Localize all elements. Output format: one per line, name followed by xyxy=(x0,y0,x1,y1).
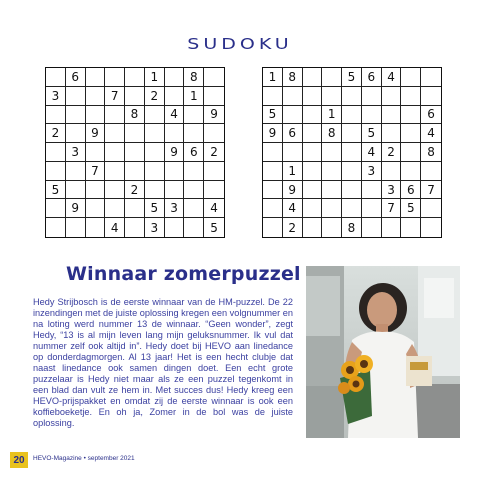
sudoku-cell xyxy=(362,218,382,237)
sudoku-cell xyxy=(401,143,421,162)
sudoku-cell: 4 xyxy=(362,143,382,162)
sudoku-cell xyxy=(263,143,283,162)
sudoku-cell xyxy=(303,199,323,218)
sudoku-cell: 1 xyxy=(263,68,283,87)
sudoku-cell xyxy=(362,181,382,200)
sudoku-cell xyxy=(105,181,125,200)
sudoku-cell: 8 xyxy=(283,68,303,87)
sudoku-cell xyxy=(46,143,66,162)
sudoku-cell xyxy=(322,181,342,200)
sudoku-cell xyxy=(66,106,86,125)
sudoku-cell xyxy=(125,68,145,87)
sudoku-cell: 2 xyxy=(125,181,145,200)
sudoku-cell xyxy=(86,106,106,125)
sudoku-cell xyxy=(46,162,66,181)
sudoku-cell xyxy=(165,162,185,181)
sudoku-cell: 5 xyxy=(362,124,382,143)
sudoku-cell xyxy=(342,199,362,218)
sudoku-cell xyxy=(322,199,342,218)
sudoku-cell: 3 xyxy=(382,181,402,200)
sudoku-cell xyxy=(66,162,86,181)
sudoku-cell xyxy=(401,87,421,106)
sudoku-cell: 2 xyxy=(145,87,165,106)
sudoku-cell xyxy=(401,68,421,87)
article-title: Winnaar zomerpuzzel xyxy=(66,263,301,285)
sudoku-cell xyxy=(46,68,66,87)
sudoku-cell: 5 xyxy=(401,199,421,218)
sudoku-cell xyxy=(263,162,283,181)
sudoku-cell: 6 xyxy=(66,68,86,87)
sudoku-cell xyxy=(263,218,283,237)
sudoku-cell: 1 xyxy=(184,87,204,106)
sudoku-cell xyxy=(342,181,362,200)
sudoku-cell xyxy=(263,181,283,200)
sudoku-cell xyxy=(303,143,323,162)
sudoku-cell xyxy=(283,106,303,125)
sudoku-cell xyxy=(184,199,204,218)
sudoku-cell xyxy=(303,124,323,143)
sudoku-cell xyxy=(401,218,421,237)
sudoku-cell xyxy=(184,218,204,237)
sudoku-cell xyxy=(303,218,323,237)
sudoku-cell xyxy=(165,68,185,87)
sudoku-cell xyxy=(145,124,165,143)
sudoku-cell: 2 xyxy=(46,124,66,143)
sudoku-cell: 3 xyxy=(46,87,66,106)
sudoku-cell xyxy=(303,162,323,181)
sudoku-cell: 3 xyxy=(165,199,185,218)
sudoku-cell: 4 xyxy=(105,218,125,237)
sudoku-cell xyxy=(342,162,362,181)
sudoku-cell xyxy=(362,106,382,125)
sudoku-cell xyxy=(165,181,185,200)
sudoku-cell xyxy=(362,87,382,106)
sudoku-cell xyxy=(322,218,342,237)
sudoku-cell xyxy=(283,143,303,162)
sudoku-cell: 4 xyxy=(204,199,224,218)
sudoku-cell: 3 xyxy=(66,143,86,162)
sudoku-cell xyxy=(421,162,441,181)
sudoku-cell: 8 xyxy=(125,106,145,125)
sudoku-cell xyxy=(165,124,185,143)
sudoku-cell xyxy=(303,106,323,125)
sudoku-cell: 7 xyxy=(421,181,441,200)
sudoku-cell: 4 xyxy=(421,124,441,143)
sudoku-cell xyxy=(125,87,145,106)
sudoku-cell xyxy=(165,218,185,237)
sudoku-cell xyxy=(204,124,224,143)
sudoku-cell: 6 xyxy=(283,124,303,143)
sudoku-cell xyxy=(125,124,145,143)
sudoku-cell xyxy=(322,87,342,106)
sudoku-cell xyxy=(105,124,125,143)
sudoku-cell xyxy=(125,143,145,162)
sudoku-cell xyxy=(86,218,106,237)
sudoku-cell xyxy=(125,162,145,181)
sudoku-cell xyxy=(401,124,421,143)
sudoku-cell: 5 xyxy=(263,106,283,125)
sudoku-cell xyxy=(283,87,303,106)
sudoku-cell: 9 xyxy=(204,106,224,125)
sudoku-cell xyxy=(46,199,66,218)
sudoku-cell xyxy=(105,199,125,218)
sudoku-cell xyxy=(204,68,224,87)
sudoku-cell xyxy=(184,162,204,181)
sudoku-cell: 3 xyxy=(362,162,382,181)
sudoku-cell xyxy=(204,162,224,181)
sudoku-cell xyxy=(165,87,185,106)
sudoku-cell xyxy=(303,68,323,87)
sudoku-cell xyxy=(184,124,204,143)
sudoku-heading: SUDOKU xyxy=(187,35,293,53)
sudoku-cell xyxy=(401,106,421,125)
sudoku-cell xyxy=(86,87,106,106)
sudoku-cell xyxy=(105,143,125,162)
sudoku-cell xyxy=(105,162,125,181)
sudoku-cell: 2 xyxy=(382,143,402,162)
sudoku-cell xyxy=(382,106,402,125)
sudoku-cell: 1 xyxy=(145,68,165,87)
sudoku-cell xyxy=(145,143,165,162)
sudoku-cell: 1 xyxy=(322,106,342,125)
sudoku-cell: 8 xyxy=(184,68,204,87)
sudoku-cell xyxy=(66,181,86,200)
sudoku-grid-left xyxy=(45,67,225,238)
sudoku-cell: 9 xyxy=(263,124,283,143)
sudoku-cell xyxy=(382,87,402,106)
sudoku-cell xyxy=(342,124,362,143)
sudoku-cell: 5 xyxy=(342,68,362,87)
article-body: Hedy Strijbosch is de eerste winnaar van de HM-puzzel. De 22 inzendingen met de juiste oplossing kregen een volgnummer en na loting werd nummer 13 de winnaar. “Geen wonder”, zegt Hedy, “13 is al mijn leven lang mijn geluksnummer. Ik vul dat nummer zelf ook altijd in”. Hedy doet bij HEVO aan linedance op donderdagmorgen. Al 13 jaar! Het is een hecht clubje dat naast linedance ook samen dingen doet. Een echt grote puzzelaar is Hedy niet maar als ze een puzzel tegenkomt in een blad dan vult ze hem in. Met succes dus! Hedy kreeg een HEVO-prijspakket en omdat zij de eerste winnaar is ook een koffieboeketje. En oh ja, Zomer in de bol was de juiste oplossing. xyxy=(33,297,293,428)
sudoku-cell xyxy=(105,68,125,87)
sudoku-grid-right xyxy=(262,67,442,238)
sudoku-cell xyxy=(322,68,342,87)
sudoku-cell: 5 xyxy=(210,220,218,235)
sudoku-cell: 7 xyxy=(105,87,125,106)
sudoku-cell xyxy=(342,143,362,162)
sudoku-cell: 6 xyxy=(184,143,204,162)
sudoku-cell xyxy=(46,106,66,125)
sudoku-cell: 9 xyxy=(165,143,185,162)
sudoku-cell xyxy=(125,218,145,237)
sudoku-cell xyxy=(263,87,283,106)
sudoku-cell xyxy=(145,162,165,181)
sudoku-cell xyxy=(322,162,342,181)
sudoku-cell xyxy=(421,68,441,87)
sudoku-cell xyxy=(421,218,441,237)
sudoku-cell xyxy=(421,87,441,106)
sudoku-cell: 6 xyxy=(421,106,441,125)
sudoku-cell xyxy=(105,106,125,125)
sudoku-cell: 9 xyxy=(66,199,86,218)
footer-magazine-info: HEVO-Magazine • september 2021 xyxy=(33,455,135,462)
sudoku-cell: 5 xyxy=(145,199,165,218)
sudoku-cell: 2 xyxy=(204,143,224,162)
sudoku-cell xyxy=(204,181,224,200)
sudoku-cell xyxy=(382,218,402,237)
sudoku-cell: 7 xyxy=(382,199,402,218)
winner-photo-illustration xyxy=(306,266,460,438)
sudoku-cell xyxy=(362,199,382,218)
sudoku-cell: 7 xyxy=(86,162,106,181)
sudoku-cell: 4 xyxy=(382,68,402,87)
sudoku-cell xyxy=(145,106,165,125)
sudoku-cell xyxy=(342,87,362,106)
sudoku-cell: 8 xyxy=(421,143,441,162)
page-number-badge: 20 xyxy=(10,452,28,468)
sudoku-cell: 1 xyxy=(283,162,303,181)
sudoku-cell: 9 xyxy=(86,124,106,143)
sudoku-cell xyxy=(66,124,86,143)
sudoku-cell xyxy=(86,68,106,87)
sudoku-cell xyxy=(382,162,402,181)
sudoku-cell xyxy=(204,87,224,106)
sudoku-cell: 8 xyxy=(342,218,362,237)
sudoku-cell xyxy=(322,143,342,162)
sudoku-cell xyxy=(382,124,402,143)
sudoku-cell: 8 xyxy=(322,124,342,143)
sudoku-cell xyxy=(263,199,283,218)
sudoku-cell xyxy=(303,87,323,106)
sudoku-cell: 9 xyxy=(283,181,303,200)
sudoku-cell: 6 xyxy=(401,181,421,200)
sudoku-cell xyxy=(125,199,145,218)
sudoku-cell: 5 xyxy=(46,181,66,200)
sudoku-cell xyxy=(66,218,86,237)
sudoku-cell: 4 xyxy=(165,106,185,125)
sudoku-cell xyxy=(46,218,66,237)
sudoku-cell xyxy=(184,181,204,200)
sudoku-cell xyxy=(421,199,441,218)
sudoku-cell: 4 xyxy=(283,199,303,218)
sudoku-cell xyxy=(342,106,362,125)
sudoku-cell xyxy=(66,87,86,106)
sudoku-cell xyxy=(145,181,165,200)
sudoku-cell xyxy=(86,199,106,218)
sudoku-cell: 2 xyxy=(283,218,303,237)
sudoku-cell: 6 xyxy=(362,68,382,87)
sudoku-cell xyxy=(86,143,106,162)
sudoku-cell xyxy=(303,181,323,200)
sudoku-cell: 3 xyxy=(145,218,165,237)
winner-photo xyxy=(306,266,460,438)
sudoku-cell xyxy=(86,181,106,200)
sudoku-cell xyxy=(401,162,421,181)
sudoku-cell xyxy=(184,106,204,125)
